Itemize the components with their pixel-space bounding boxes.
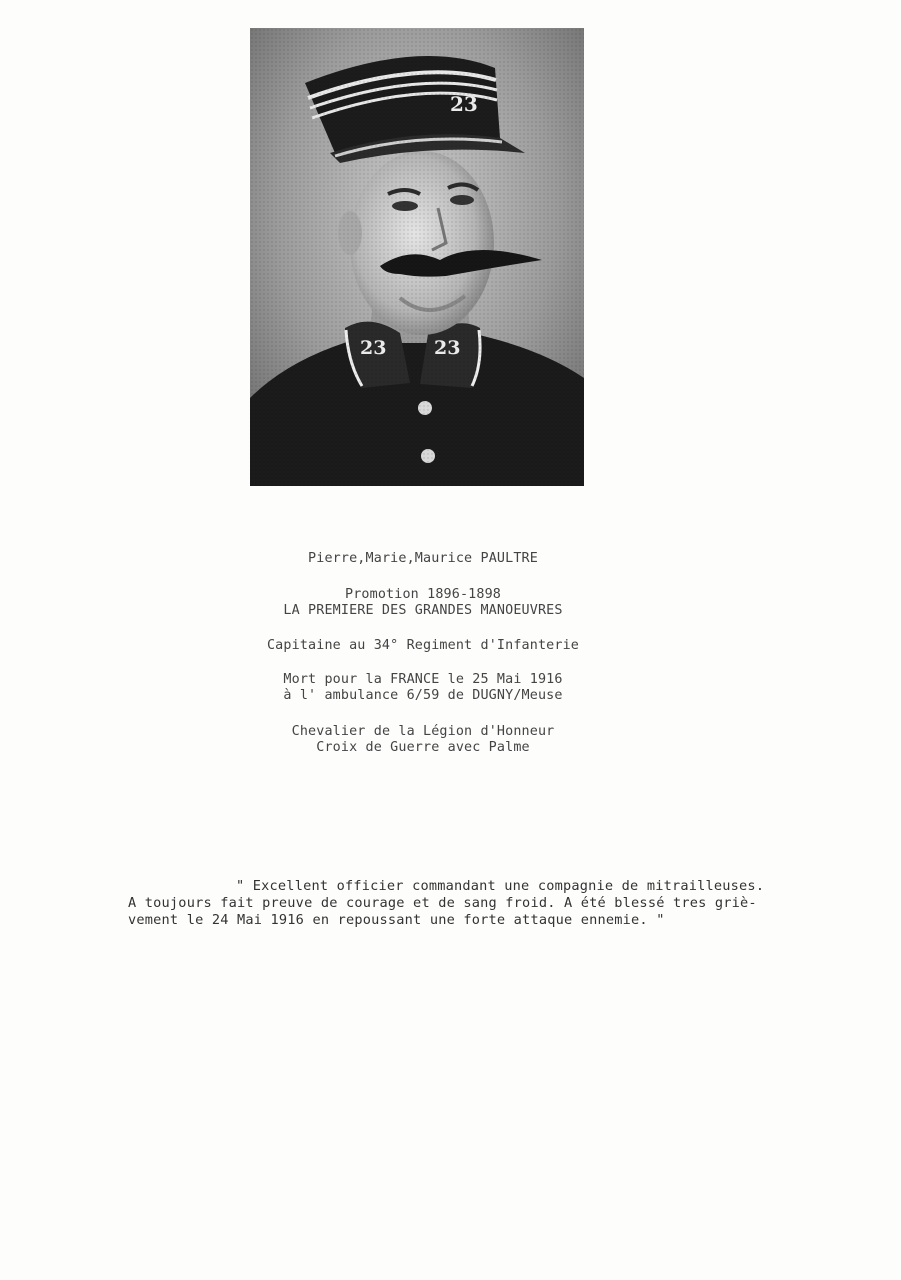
death-line-1: Mort pour la FRANCE le 25 Mai 1916 bbox=[283, 672, 563, 687]
name-block bbox=[150, 551, 696, 567]
death-line-2: à l' ambulance 6/59 de DUGNY/Meuse bbox=[283, 688, 563, 703]
officer-rank: Capitaine au 34° Regiment d'Infanterie bbox=[266, 638, 580, 653]
collar-number-left: 23 bbox=[360, 337, 387, 359]
promotion-years: Promotion 1896-1898 bbox=[344, 587, 502, 602]
collar-number-right: 23 bbox=[434, 337, 461, 359]
officer-portrait-photo bbox=[250, 28, 584, 486]
honors-block bbox=[150, 724, 696, 756]
promotion-title: LA PREMIERE DES GRANDES MANOEUVRES bbox=[283, 603, 563, 618]
citation-block bbox=[128, 878, 788, 929]
citation-line-3: vement le 24 Mai 1916 en repoussant une forte attaque ennemie. " bbox=[128, 912, 665, 928]
officer-name: Pierre,Marie,Maurice PAULTRE bbox=[308, 551, 538, 566]
promotion-block bbox=[150, 587, 696, 619]
rank-block bbox=[150, 638, 696, 654]
honor-croix: Croix de Guerre avec Palme bbox=[316, 740, 530, 755]
death-block bbox=[150, 672, 696, 704]
cap-number: 23 bbox=[450, 92, 478, 116]
honor-legion: Chevalier de la Légion d'Honneur bbox=[291, 724, 555, 739]
citation-line-2: A toujours fait preuve de courage et de sang froid. A été blessé tres griè- bbox=[128, 895, 757, 911]
citation-line-1: " Excellent officier commandant une compagnie de mitrailleuses. bbox=[236, 878, 765, 894]
